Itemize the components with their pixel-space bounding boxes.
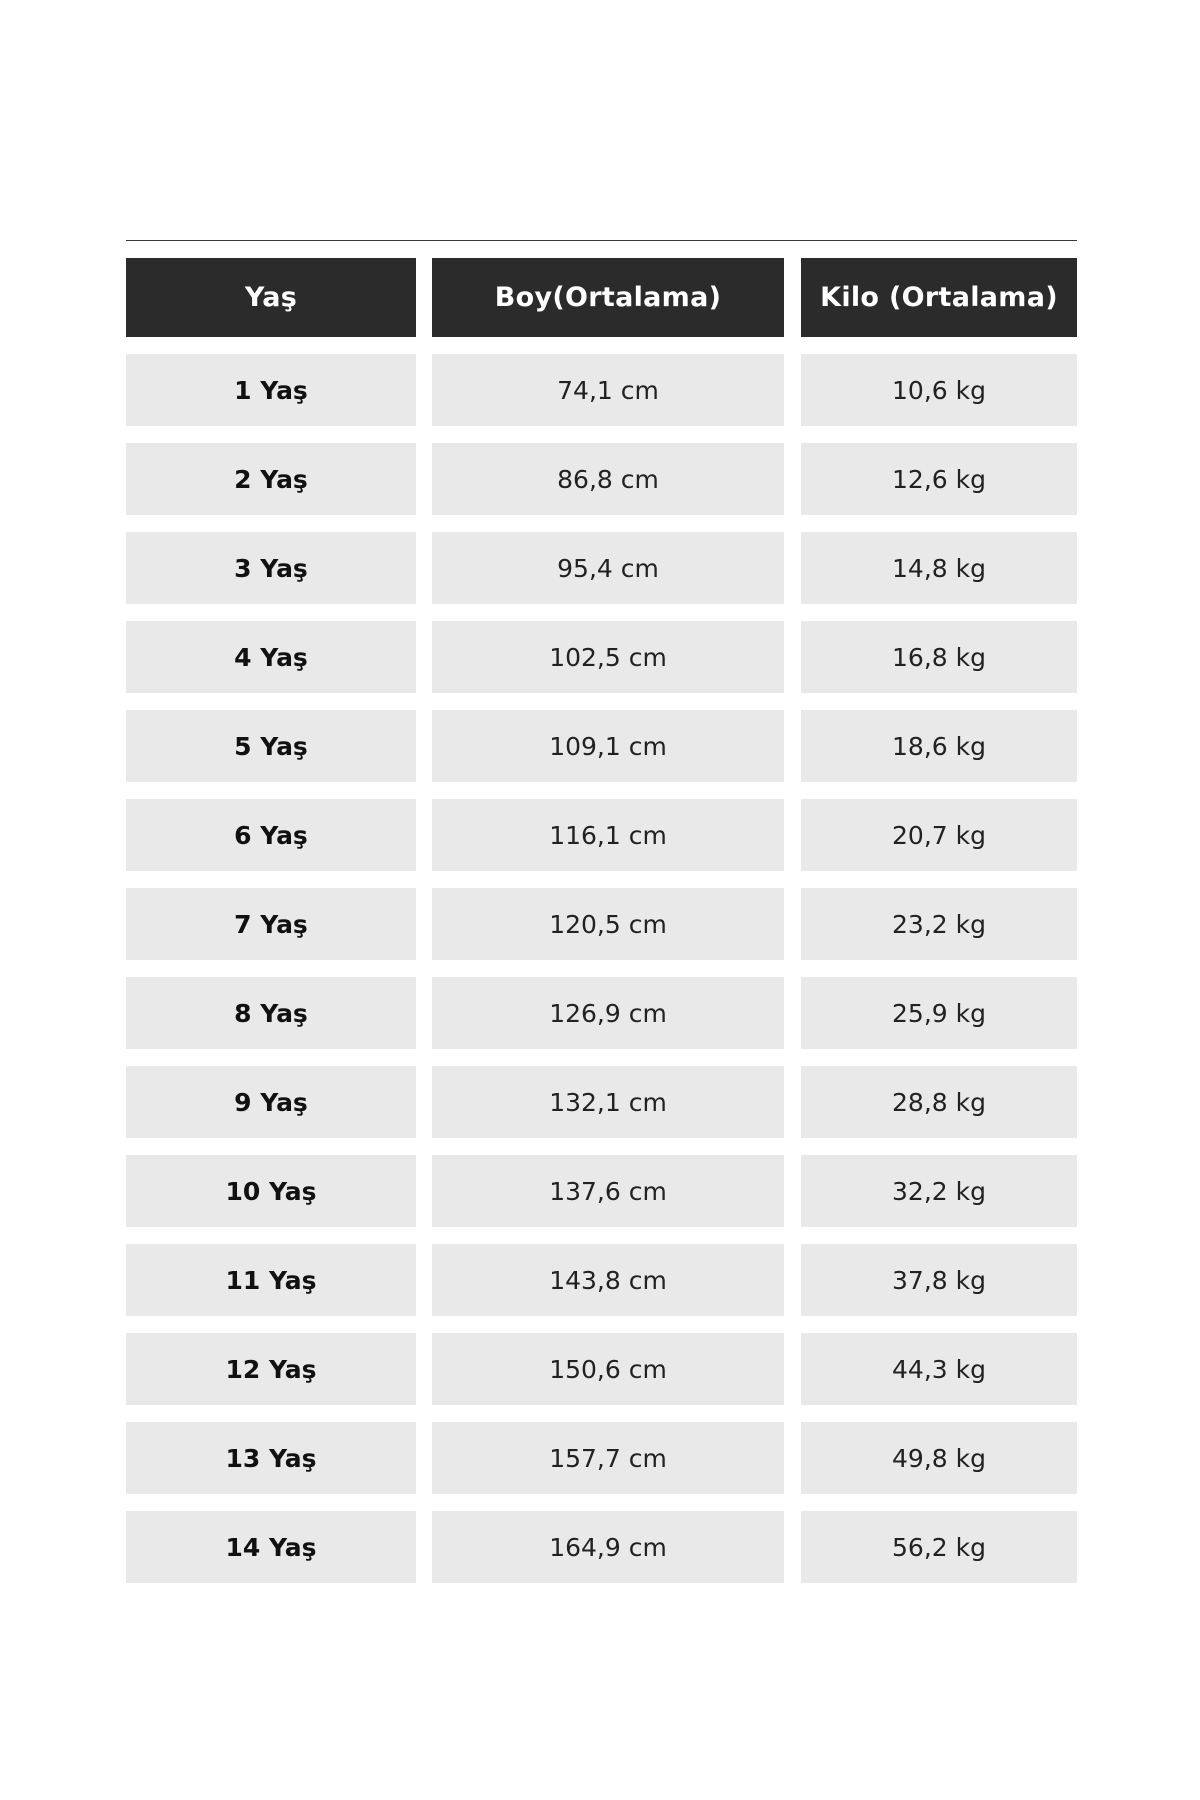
cell-weight: 14,8 kg — [801, 532, 1077, 604]
cell-age: 7 Yaş — [126, 888, 416, 960]
table-row — [126, 532, 1077, 604]
table-row — [126, 977, 1077, 1049]
table-body — [126, 354, 1077, 1583]
cell-age: 1 Yaş — [126, 354, 416, 426]
cell-age: 5 Yaş — [126, 710, 416, 782]
table-row — [126, 1422, 1077, 1494]
cell-age: 11 Yaş — [126, 1244, 416, 1316]
cell-height: 86,8 cm — [432, 443, 784, 515]
size-chart-table — [126, 258, 1077, 1600]
cell-weight: 20,7 kg — [801, 799, 1077, 871]
cell-height: 164,9 cm — [432, 1511, 784, 1583]
cell-height: 150,6 cm — [432, 1333, 784, 1405]
header-height: Boy(Ortalama) — [432, 258, 784, 337]
cell-age: 10 Yaş — [126, 1155, 416, 1227]
cell-height: 143,8 cm — [432, 1244, 784, 1316]
table-row — [126, 443, 1077, 515]
cell-height: 74,1 cm — [432, 354, 784, 426]
table-row — [126, 354, 1077, 426]
cell-height: 109,1 cm — [432, 710, 784, 782]
cell-weight: 49,8 kg — [801, 1422, 1077, 1494]
cell-age: 14 Yaş — [126, 1511, 416, 1583]
cell-weight: 25,9 kg — [801, 977, 1077, 1049]
header-weight: Kilo (Ortalama) — [801, 258, 1077, 337]
table-row — [126, 1511, 1077, 1583]
cell-age: 13 Yaş — [126, 1422, 416, 1494]
table-row — [126, 1333, 1077, 1405]
cell-height: 157,7 cm — [432, 1422, 784, 1494]
table-row — [126, 799, 1077, 871]
cell-age: 6 Yaş — [126, 799, 416, 871]
cell-weight: 37,8 kg — [801, 1244, 1077, 1316]
table-row — [126, 1244, 1077, 1316]
cell-height: 102,5 cm — [432, 621, 784, 693]
header-age: Yaş — [126, 258, 416, 337]
cell-weight: 16,8 kg — [801, 621, 1077, 693]
cell-weight: 32,2 kg — [801, 1155, 1077, 1227]
table-row — [126, 1155, 1077, 1227]
cell-age: 8 Yaş — [126, 977, 416, 1049]
cell-age: 12 Yaş — [126, 1333, 416, 1405]
cell-weight: 28,8 kg — [801, 1066, 1077, 1138]
cell-age: 3 Yaş — [126, 532, 416, 604]
cell-weight: 56,2 kg — [801, 1511, 1077, 1583]
cell-age: 9 Yaş — [126, 1066, 416, 1138]
top-divider — [126, 240, 1077, 241]
cell-age: 2 Yaş — [126, 443, 416, 515]
cell-height: 95,4 cm — [432, 532, 784, 604]
table-row — [126, 1066, 1077, 1138]
cell-weight: 44,3 kg — [801, 1333, 1077, 1405]
cell-height: 132,1 cm — [432, 1066, 784, 1138]
cell-height: 120,5 cm — [432, 888, 784, 960]
cell-age: 4 Yaş — [126, 621, 416, 693]
table-row — [126, 888, 1077, 960]
cell-weight: 12,6 kg — [801, 443, 1077, 515]
table-row — [126, 710, 1077, 782]
cell-height: 126,9 cm — [432, 977, 784, 1049]
table-header-row — [126, 258, 1077, 337]
cell-weight: 18,6 kg — [801, 710, 1077, 782]
cell-weight: 23,2 kg — [801, 888, 1077, 960]
cell-height: 137,6 cm — [432, 1155, 784, 1227]
cell-weight: 10,6 kg — [801, 354, 1077, 426]
cell-height: 116,1 cm — [432, 799, 784, 871]
table-row — [126, 621, 1077, 693]
